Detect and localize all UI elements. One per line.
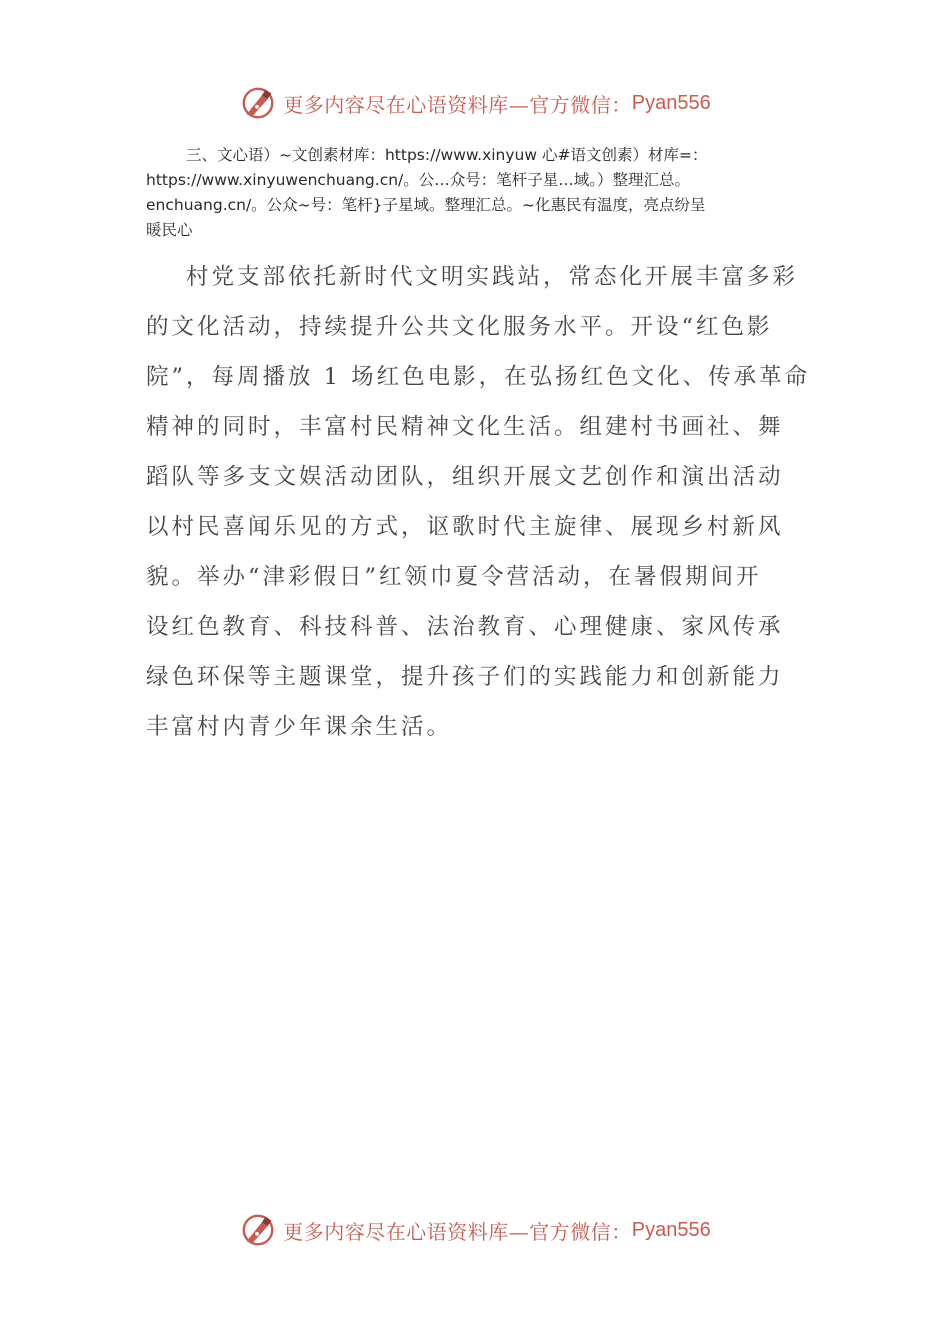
paragraph-line: 精神的同时，丰富村民精神文化生活。组建村书画社、舞 (146, 414, 784, 440)
footer-banner (0, 1205, 950, 1255)
pen-nib-icon (239, 84, 277, 122)
source-note-line: 暖民心 (146, 221, 193, 239)
source-note-line: https://www.xinyuwenchuang.cn/。公…众号：笔杆子星…域。）整理汇总。 (146, 171, 691, 189)
banner-text: 更多内容尽在心语资料库—官方微信： (283, 92, 632, 117)
banner-wechat-id: Pyan556 (631, 1218, 711, 1241)
pen-nib-icon (239, 1211, 277, 1249)
banner-text: 更多内容尽在心语资料库—官方微信： (283, 1219, 632, 1244)
paragraph-line: 设红色教育、科技科普、法治教育、心理健康、家风传承 (146, 614, 784, 640)
source-note (146, 143, 806, 243)
source-note-line: 三、文心语）~文创素材库：https://www.xinyuw 心#语文创素）材库=： (186, 146, 708, 164)
paragraph-line: 村党支部依托新时代文明实践站，常态化开展丰富多彩 (186, 264, 799, 290)
banner-wechat-id: Pyan556 (631, 91, 711, 114)
paragraph-line: 院”，每周播放 1 场红色电影，在弘扬红色文化、传承革命 (146, 364, 810, 390)
paragraph-line: 蹈队等多支文娱活动团队，组织开展文艺创作和演出活动 (146, 464, 784, 490)
paragraph-line: 的文化活动，持续提升公共文化服务水平。开设“红色影 (146, 314, 773, 340)
main-paragraph (146, 252, 810, 752)
paragraph-line: 以村民喜闻乐见的方式，讴歌时代主旋律、展现乡村新风 (146, 514, 784, 540)
source-note-line: enchuang.cn/。公众~号：笔杆}子星域。整理汇总。~化惠民有温度，亮点纷呈 (146, 196, 706, 214)
paragraph-line: 丰富村内青少年课余生活。 (146, 714, 453, 740)
paragraph-line: 绿色环保等主题课堂，提升孩子们的实践能力和创新能力 (146, 664, 784, 690)
header-banner (0, 78, 950, 128)
paragraph-line: 貌。举办“津彩假日”红领巾夏令营活动，在暑假期间开 (146, 564, 762, 590)
